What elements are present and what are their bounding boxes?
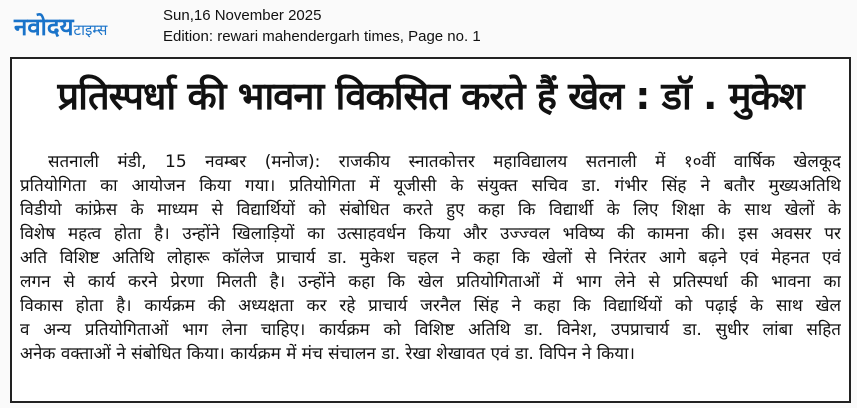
newspaper-logo [14,10,107,43]
article-clipping [10,57,851,403]
article-line: अनेक वक्ताओं ने संबोधित किया। कार्यक्रम में मंच संचालन डा. रेखा शेखावत एवं डा. विपिन ने किया। [20,344,635,364]
article-line: विशेष महत्व होता है। उन्होंने खिलाड़ियों का उत्साहवर्धन किया और उज्ज्वल भविष्य की कामना की। इस अवसर पर [20,224,841,244]
article-line: प्रतियोगिता का आयोजन किया गया। प्रतियोगिता में यूजीसी के संयुक्त सचिव डा. गंभीर सिंह ने बतौर मुख्यअतिथि [20,176,841,196]
article-line: अति विशिष्ट अतिथि लोहारू कॉलेज प्राचार्य डा. मुकेश चहल ने कहा कि खेलों से निरंतर आगे बढ़ने एवं मेहनत एवं [20,248,841,268]
edition-info [163,5,481,47]
article-line: लगन से कार्य करने प्रेरणा मिलती है। उन्होंने कहा कि खेल प्रतियोगिताओं में भाग लेने से प्रतिस्पर्धा की भावना का [20,272,841,292]
headline: प्रतिस्पर्धा की भावना विकसित करते हैं खेल : डॉ . मुकेश [57,74,804,118]
article-line: व अन्य प्रतियोगिताओं भाग लेना चाहिए। कार्यक्रम को विशिष्ट अतिथि डा. विनेश, उपप्राचार्य डा. सुधीर लांबा सहित [20,320,841,340]
article-body [20,150,841,366]
publish-date: Sun,16 November 2025 [163,7,322,24]
article-line: विकास होता है। कार्यक्रम की अध्यक्षता कर रहे प्राचार्य जरनैल सिंह ने कहा कि विद्यार्थियों को पढ़ाई के साथ खेल [20,296,841,316]
logo-sub: टाइम्स [73,21,108,39]
article-line: सतनाली मंडी, 15 नवम्बर (मनोज): राजकीय स्नातकोत्तर महाविद्यालय सतनाली में १०वीं वार्षिक खेलकूद [48,152,841,172]
article-line: विडीयो कांफ्रेस के माध्यम से विद्यार्थियों को संबोधित करते हुए कहा कि विद्यार्थी के लिए शिक्षा के साथ खेलों के [20,200,841,220]
edition-label: Edition: rewari mahendergarh times, Page no. 1 [163,28,481,45]
logo-main: नवोदय [14,13,74,41]
